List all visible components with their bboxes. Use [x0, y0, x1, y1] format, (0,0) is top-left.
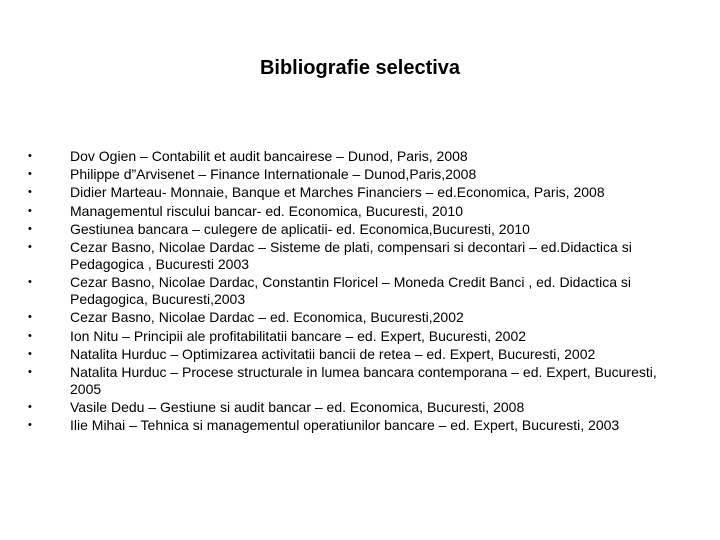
- bullet-icon: •: [28, 150, 32, 162]
- bullet-icon: •: [28, 365, 32, 378]
- page-title: Bibliografie selectiva: [259, 57, 461, 79]
- list-item: [26, 309, 686, 326]
- bullet-icon: •: [28, 401, 32, 414]
- list-item-text: Managementul riscului bancar- ed. Economica, Bucuresti, 2010: [70, 202, 463, 219]
- bibliography-list: [26, 148, 686, 435]
- bullet-icon: •: [28, 347, 32, 360]
- list-item-text: Philippe d”Arvisenet – Finance Internationale – Dunod,Paris,2008: [70, 166, 477, 183]
- list-item: [26, 346, 686, 363]
- list-item: [26, 399, 686, 416]
- list-item-text: Cezar Basno, Nicolae Dardac – Sisteme de plati, compensari si decontari – ed.Didactica si Pedagogica , Bucuresti 2003: [70, 238, 632, 272]
- bullet-icon: •: [28, 329, 32, 342]
- list-item: [26, 274, 686, 308]
- list-item-text: Cezar Basno, Nicolae Dardac – ed. Economica, Bucuresti,2002: [70, 309, 464, 326]
- list-item: [26, 221, 686, 238]
- bullet-icon: •: [28, 204, 32, 217]
- bullet-icon: •: [28, 240, 32, 253]
- list-item-text: Dov Ogien – Contabilit et audit bancairese – Dunod, Paris, 2008: [70, 148, 468, 164]
- list-item: [26, 239, 686, 273]
- list-item: [26, 328, 686, 345]
- list-item-text: Ion Nitu – Principii ale profitabilitatii bancare – ed. Expert, Bucuresti, 2002: [70, 327, 527, 344]
- list-item: [26, 364, 686, 398]
- bullet-icon: •: [28, 186, 32, 199]
- bullet-icon: •: [28, 168, 32, 181]
- list-item-text: Vasile Dedu – Gestiune si audit bancar – ed. Economica, Bucuresti, 2008: [70, 399, 525, 416]
- list-item-text: Natalita Hurduc – Procese structurale in lumea bancara contemporana – ed. Expert, Bucuresti, 2005: [70, 363, 657, 397]
- list-item: [26, 166, 686, 183]
- list-item: [26, 184, 686, 201]
- bullet-icon: •: [28, 276, 32, 289]
- bullet-icon: •: [28, 419, 32, 432]
- list-item-text: Gestiunea bancara – culegere de aplicatii- ed. Economica,Bucuresti, 2010: [70, 220, 530, 237]
- bullet-icon: •: [28, 311, 32, 324]
- list-item-text: Natalita Hurduc – Optimizarea activitatii bancii de retea – ed. Expert, Bucuresti, 2002: [70, 345, 596, 362]
- list-item-text: Ilie Mihai – Tehnica si managementul operatiunilor bancare – ed. Expert, Bucuresti, 2003: [70, 417, 620, 434]
- list-item-text: Cezar Basno, Nicolae Dardac, Constantin Floricel – Moneda Credit Banci , ed. Didactica si Pedagogica, Bucuresti,2003: [70, 274, 632, 308]
- bullet-icon: •: [28, 222, 32, 235]
- list-item: [26, 203, 686, 220]
- list-item-text: Didier Marteau- Monnaie, Banque et Marches Financiers – ed.Economica, Paris, 2008: [70, 184, 605, 201]
- list-item: [26, 148, 686, 165]
- list-item: [26, 417, 686, 434]
